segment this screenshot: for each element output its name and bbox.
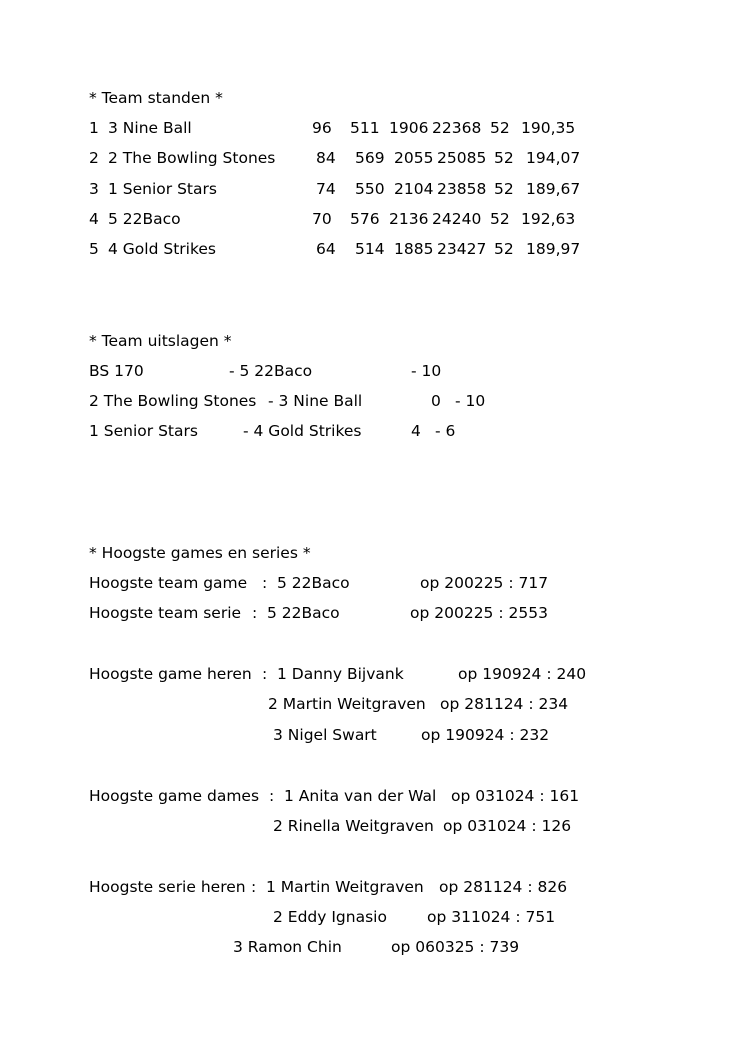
standings-pins: 25085 — [437, 149, 487, 167]
standings-pins: 23858 — [437, 180, 487, 198]
standings-pos: 3 — [89, 180, 99, 198]
team-game-date-score: op 200225 : 717 — [420, 574, 549, 592]
standings-team: 4 Gold Strikes — [108, 240, 216, 258]
team-game-name: 5 22Baco — [277, 574, 350, 592]
standings-col2: 1906 — [389, 119, 429, 137]
standings-points: 70 — [312, 210, 332, 228]
men-game-colon: : — [262, 665, 268, 683]
standings-games: 52 — [494, 180, 514, 198]
team-series-name: 5 22Baco — [267, 604, 340, 622]
result-away-team: - 5 22Baco — [229, 362, 313, 380]
women-game-name: 2 Rinella Weitgraven — [273, 817, 434, 835]
standings-pos: 2 — [89, 149, 99, 167]
standings-points: 64 — [316, 240, 336, 258]
team-series-label: Hoogste team serie — [89, 604, 242, 622]
team-series-date-score: op 200225 : 2553 — [410, 604, 548, 622]
men-series-date-score: op 060325 : 739 — [391, 938, 520, 956]
men-game-label: Hoogste game heren — [89, 665, 252, 683]
standings-pos: 5 — [89, 240, 99, 258]
standings-games: 52 — [490, 119, 510, 137]
men-series-colon: : — [251, 878, 257, 896]
men-series-date-score: op 281124 : 826 — [439, 878, 568, 896]
standings-games: 52 — [494, 240, 514, 258]
standings-col1: 569 — [355, 149, 385, 167]
men-series-name: 2 Eddy Ignasio — [273, 908, 387, 926]
standings-col2: 2055 — [394, 149, 434, 167]
standings-pins: 24240 — [432, 210, 482, 228]
result-home-score: 0 — [431, 392, 441, 410]
men-series-date-score: op 311024 : 751 — [427, 908, 556, 926]
men-series-label: Hoogste serie heren — [89, 878, 246, 896]
highscores-heading: * Hoogste games en series * — [89, 544, 311, 562]
men-game-date-score: op 190924 : 240 — [458, 665, 587, 683]
standings-col2: 2136 — [389, 210, 429, 228]
result-away-team: - 3 Nine Ball — [268, 392, 363, 410]
result-away-score: - 10 — [411, 362, 442, 380]
result-home-team: 2 The Bowling Stones — [89, 392, 257, 410]
result-away-score: - 10 — [455, 392, 486, 410]
result-home-score: 4 — [411, 422, 421, 440]
men-game-name: 2 Martin Weitgraven — [268, 695, 426, 713]
result-away-score: - 6 — [435, 422, 456, 440]
team-game-label: Hoogste team game — [89, 574, 248, 592]
men-game-name: 3 Nigel Swart — [273, 726, 377, 744]
men-game-date-score: op 190924 : 232 — [421, 726, 550, 744]
standings-average: 190,35 — [521, 119, 576, 137]
standings-col1: 511 — [350, 119, 380, 137]
standings-col2: 2104 — [394, 180, 434, 198]
men-game-date-score: op 281124 : 234 — [440, 695, 569, 713]
women-game-date-score: op 031024 : 161 — [451, 787, 580, 805]
standings-average: 189,97 — [526, 240, 581, 258]
standings-points: 96 — [312, 119, 332, 137]
standings-col2: 1885 — [394, 240, 434, 258]
standings-col1: 576 — [350, 210, 380, 228]
team-game-colon: : — [262, 574, 268, 592]
standings-heading: * Team standen * — [89, 89, 223, 107]
men-series-name: 1 Martin Weitgraven — [266, 878, 424, 896]
standings-points: 74 — [316, 180, 336, 198]
standings-pins: 22368 — [432, 119, 482, 137]
standings-team: 3 Nine Ball — [108, 119, 192, 137]
standings-average: 192,63 — [521, 210, 576, 228]
standings-average: 194,07 — [526, 149, 581, 167]
standings-games: 52 — [494, 149, 514, 167]
result-home-team: BS 170 — [89, 362, 144, 380]
men-series-name: 3 Ramon Chin — [233, 938, 342, 956]
standings-team: 2 The Bowling Stones — [108, 149, 276, 167]
standings-col1: 550 — [355, 180, 385, 198]
women-game-date-score: op 031024 : 126 — [443, 817, 572, 835]
men-game-name: 1 Danny Bijvank — [277, 665, 404, 683]
standings-team: 1 Senior Stars — [108, 180, 217, 198]
standings-pos: 1 — [89, 119, 99, 137]
result-away-team: - 4 Gold Strikes — [243, 422, 362, 440]
results-heading: * Team uitslagen * — [89, 332, 232, 350]
women-game-colon: : — [269, 787, 275, 805]
result-home-team: 1 Senior Stars — [89, 422, 198, 440]
standings-average: 189,67 — [526, 180, 581, 198]
standings-pins: 23427 — [437, 240, 487, 258]
standings-team: 5 22Baco — [108, 210, 181, 228]
standings-col1: 514 — [355, 240, 385, 258]
women-game-name: 1 Anita van der Wal — [284, 787, 437, 805]
standings-games: 52 — [490, 210, 510, 228]
standings-points: 84 — [316, 149, 336, 167]
standings-pos: 4 — [89, 210, 99, 228]
women-game-label: Hoogste game dames — [89, 787, 260, 805]
team-series-colon: : — [252, 604, 258, 622]
